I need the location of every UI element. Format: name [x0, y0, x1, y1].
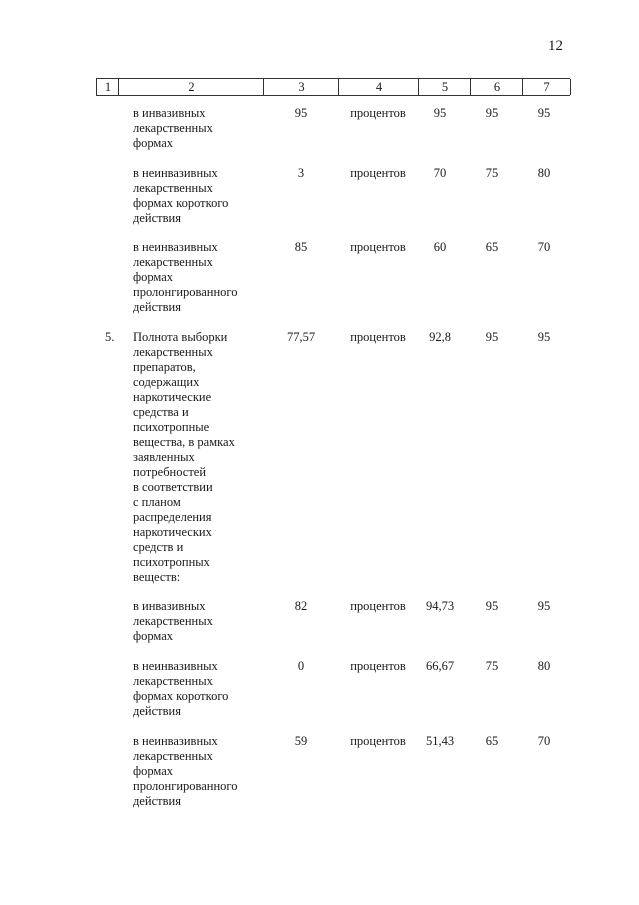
value-col-7: 95 [537, 599, 551, 613]
indicator-name: в неинвазивных лекарственных формах короткого действия [133, 166, 229, 225]
value-col-6: 75 [485, 166, 499, 180]
unit: процентов [350, 166, 406, 180]
indicator-name: в неинвазивных лекарственных формах короткого действия [133, 659, 229, 718]
value-col-7: 70 [537, 240, 551, 254]
header-col-1: 1 [96, 79, 119, 95]
value-col-7: 95 [537, 330, 551, 344]
base-value: 85 [294, 240, 308, 254]
base-value: 82 [294, 599, 308, 613]
value-col-5: 66,67 [425, 659, 455, 673]
base-value: 0 [297, 659, 305, 673]
unit: процентов [350, 659, 406, 673]
value-col-6: 65 [485, 240, 499, 254]
base-value: 3 [297, 166, 305, 180]
row-number: 5. [105, 330, 115, 344]
header-col-5: 5 [418, 79, 471, 95]
indicator-name: в инвазивных лекарственных формах [133, 106, 213, 150]
unit: процентов [350, 330, 406, 344]
base-value: 95 [294, 106, 308, 120]
value-col-5: 92,8 [429, 330, 451, 344]
unit: процентов [350, 106, 406, 120]
value-col-7: 95 [537, 106, 551, 120]
base-value: 59 [294, 734, 308, 748]
unit: процентов [350, 734, 406, 748]
value-col-7: 70 [537, 734, 551, 748]
value-col-6: 65 [485, 734, 499, 748]
header-col-2: 2 [118, 79, 264, 95]
value-col-5: 51,43 [425, 734, 455, 748]
base-value: 77,57 [286, 330, 316, 344]
value-col-6: 95 [485, 330, 499, 344]
unit: процентов [350, 240, 406, 254]
indicator-name: в неинвазивных лекарственных формах пролонгированного действия [133, 240, 238, 314]
value-col-5: 94,73 [425, 599, 455, 613]
indicator-name: Полнота выборки лекарственных препаратов, содержащих наркотические средства и психотропные вещества, в рамках заявленных потребностей в соответствии с планом распределения наркотических средств и психотропных веществ: [133, 330, 235, 584]
value-col-7: 80 [537, 166, 551, 180]
header-col-3: 3 [263, 79, 339, 95]
value-col-7: 80 [537, 659, 551, 673]
value-col-5: 70 [433, 166, 447, 180]
value-col-6: 95 [485, 599, 499, 613]
indicator-name: в инвазивных лекарственных формах [133, 599, 213, 643]
value-col-6: 95 [485, 106, 499, 120]
page-number: 12 [548, 38, 563, 54]
value-col-5: 60 [433, 240, 447, 254]
indicator-name: в неинвазивных лекарственных формах пролонгированного действия [133, 734, 238, 808]
value-col-6: 75 [485, 659, 499, 673]
table-header [96, 78, 570, 96]
value-col-5: 95 [433, 106, 447, 120]
header-col-7: 7 [522, 79, 571, 95]
unit: процентов [350, 599, 406, 613]
header-col-4: 4 [338, 79, 419, 95]
header-col-6: 6 [470, 79, 523, 95]
